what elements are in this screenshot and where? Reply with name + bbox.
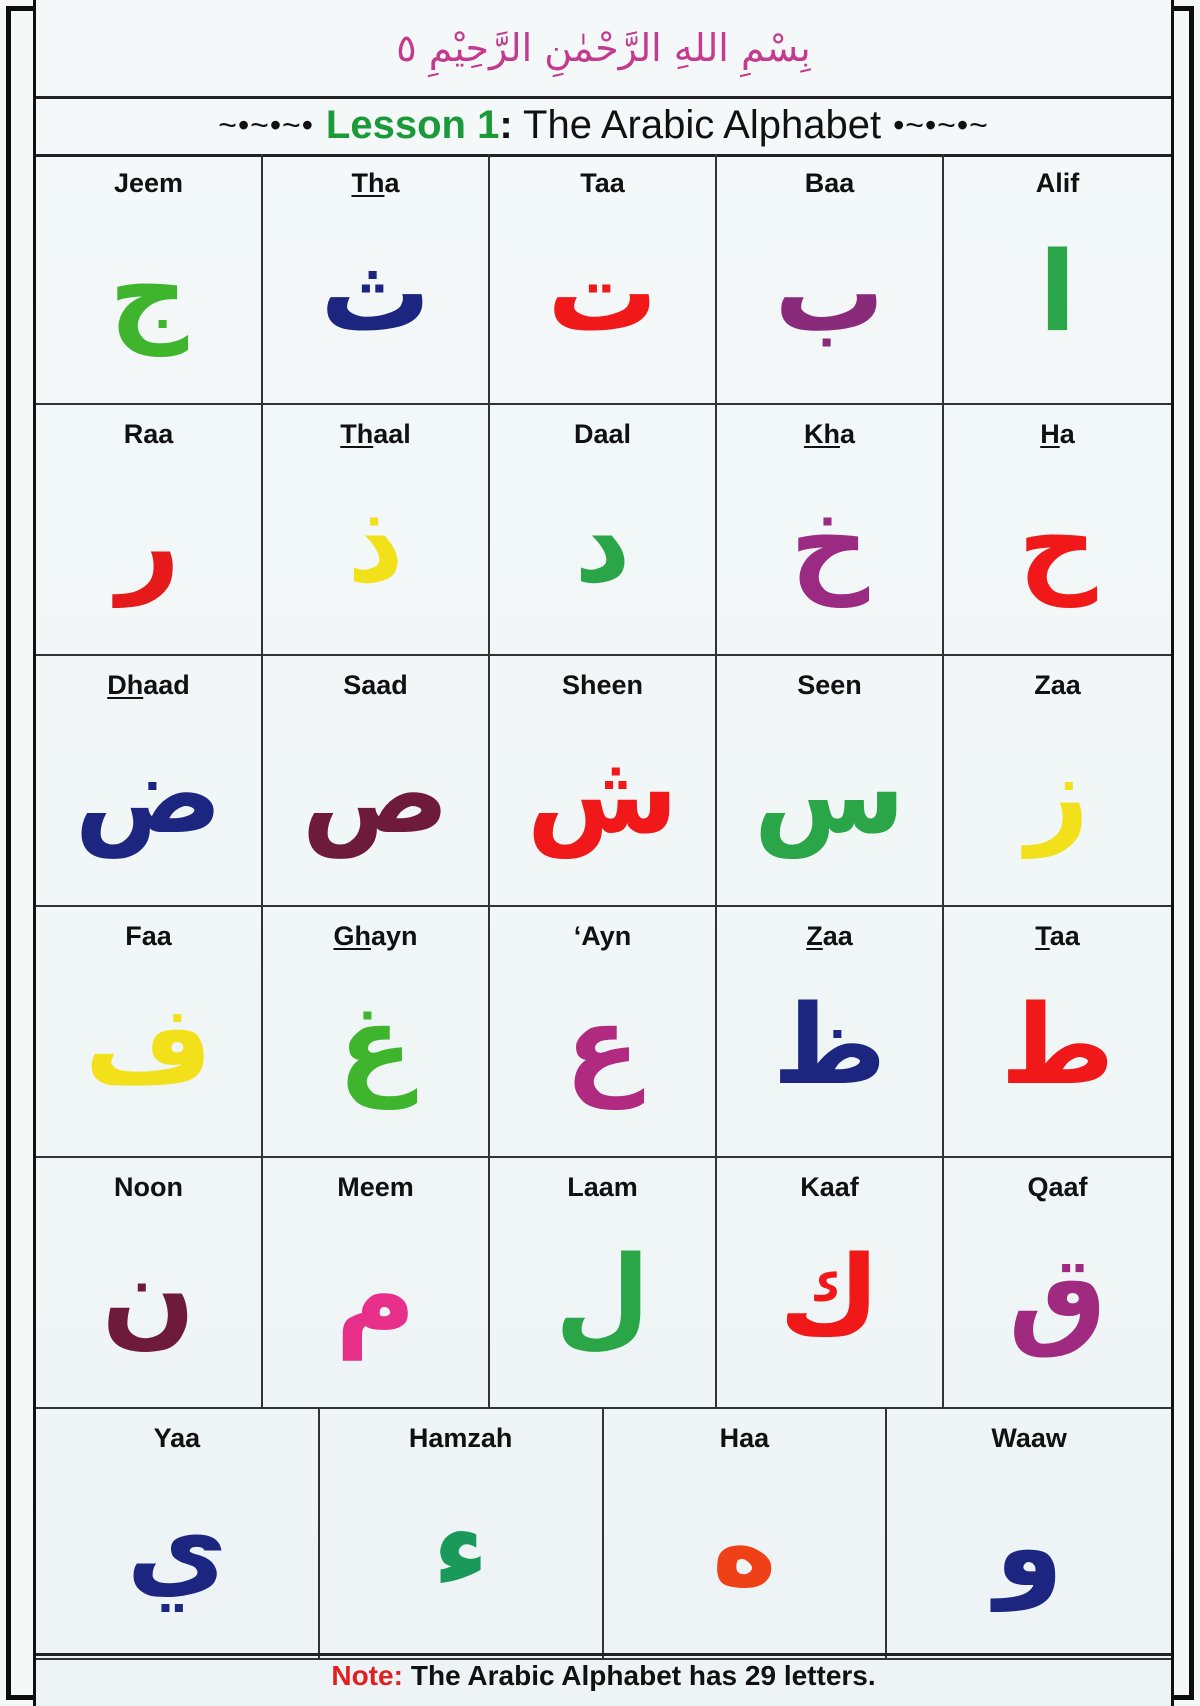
ornament-left: ~•~•~•: [218, 106, 314, 143]
arabic-letter: ع: [564, 981, 641, 1109]
letter-name: Taa: [580, 168, 625, 198]
letter-name-underlined: Th: [340, 419, 374, 449]
letter-cell: [604, 1409, 888, 1658]
letter-name: [1040, 419, 1075, 450]
arabic-letter: ل: [554, 1232, 651, 1360]
letter-name: Raa: [123, 419, 174, 449]
letter-name-underlined: Kh: [803, 419, 840, 449]
letter-name-underlined: T: [1035, 921, 1050, 951]
alphabet-row: [36, 1158, 1171, 1409]
letter-name: [351, 168, 399, 199]
letter-cell: [887, 1409, 1171, 1658]
arabic-letter: د: [574, 479, 631, 607]
arabic-letter: ش: [526, 730, 679, 858]
alphabet-row: [36, 907, 1171, 1158]
arabic-letter: ظ: [772, 981, 887, 1109]
lesson-number: Lesson 1: [325, 102, 500, 147]
letter-name: Seen: [797, 670, 862, 700]
alphabet-row: [36, 656, 1171, 907]
letter-name: [804, 419, 855, 450]
letter-name: [1035, 921, 1080, 952]
letter-cell: [944, 154, 1171, 403]
letter-cell: [263, 405, 490, 654]
letter-cell: [944, 907, 1171, 1156]
arabic-letter: ج: [108, 228, 189, 356]
arabic-letter: ق: [1008, 1232, 1107, 1360]
letter-name-underlined: Z: [806, 921, 823, 951]
letter-cell: [490, 656, 717, 905]
letter-name: Saad: [343, 670, 408, 700]
arabic-letter: م: [335, 1232, 416, 1360]
letter-cell: [490, 405, 717, 654]
letter-name: Alif: [1035, 168, 1080, 198]
footer-note: [36, 1653, 1171, 1696]
letter-name-rest: a: [839, 419, 856, 449]
letter-cell: [263, 656, 490, 905]
letter-name-rest: a: [384, 168, 400, 198]
arabic-letter: ث: [320, 228, 431, 356]
arabic-letter: ف: [84, 981, 213, 1109]
letter-cell: [36, 405, 263, 654]
arabic-letter: ا: [1038, 228, 1077, 356]
letter-name: Laam: [567, 1172, 638, 1202]
letter-cell: [490, 1158, 717, 1407]
arabic-letter: ء: [432, 1483, 489, 1611]
lesson-title: [36, 96, 1171, 157]
letter-name: [107, 670, 190, 701]
alphabet-row: [36, 405, 1171, 656]
arabic-letter: ر: [116, 479, 181, 607]
letter-name: Kaaf: [800, 1172, 859, 1202]
note-label: Note:: [331, 1660, 403, 1691]
arabic-letter: ذ: [347, 479, 404, 607]
letter-name-rest: aa: [1049, 921, 1080, 951]
letter-name: Yaa: [153, 1423, 201, 1453]
arabic-letter: ك: [779, 1232, 880, 1360]
letter-name: Baa: [804, 168, 855, 198]
alphabet-row: [36, 1409, 1171, 1660]
letter-name-underlined: Gh: [333, 921, 371, 951]
letter-cell: [36, 1409, 320, 1658]
letter-name-underlined: Th: [351, 168, 385, 198]
arabic-letter: ص: [301, 730, 450, 858]
letter-cell: [944, 656, 1171, 905]
arabic-letter: ط: [1000, 981, 1115, 1109]
letter-cell: [944, 1158, 1171, 1407]
letter-cell: [717, 405, 944, 654]
letter-name-rest: a: [1059, 419, 1075, 449]
letter-name: Sheen: [561, 670, 644, 700]
letter-name: Hamzah: [408, 1423, 513, 1453]
letter-cell: [320, 1409, 604, 1658]
letter-name: Daal: [573, 419, 632, 449]
title-text: The Arabic Alphabet: [512, 102, 882, 147]
arabic-letter: ض: [74, 730, 223, 858]
letter-cell: [717, 1158, 944, 1407]
letter-cell: [36, 656, 263, 905]
arabic-letter: ح: [1017, 479, 1098, 607]
letter-name-rest: aa: [822, 921, 853, 951]
letter-cell: [490, 154, 717, 403]
letter-cell: [263, 907, 490, 1156]
letter-name: Haa: [719, 1423, 770, 1453]
letter-name-underlined: H: [1040, 419, 1060, 449]
arabic-letter: ه: [711, 1483, 777, 1611]
alphabet-row: [36, 154, 1171, 405]
arabic-letter: س: [753, 730, 906, 858]
lesson-sheet: [33, 0, 1174, 1706]
note-text: The Arabic Alphabet has 29 letters.: [410, 1660, 876, 1691]
letter-name: Noon: [114, 1172, 183, 1202]
ornament-right: •~•~•~: [893, 106, 989, 143]
letter-name: [340, 419, 411, 450]
letter-name: [806, 921, 853, 952]
letter-name-rest: ayn: [370, 921, 418, 951]
letter-cell: [36, 1158, 263, 1407]
letter-cell: [490, 907, 717, 1156]
arabic-letter: ي: [126, 1483, 228, 1611]
letter-name-rest: aal: [373, 419, 411, 449]
letter-cell: [263, 154, 490, 403]
letter-name: Meem: [337, 1172, 414, 1202]
arabic-letter: ت: [547, 228, 658, 356]
letter-name: Faa: [125, 921, 172, 951]
alphabet-grid: [36, 154, 1171, 1660]
arabic-letter: ز: [1025, 730, 1090, 858]
letter-cell: [944, 405, 1171, 654]
letter-cell: [717, 656, 944, 905]
arabic-letter: غ: [337, 981, 414, 1109]
letter-name: ‘Ayn: [573, 921, 632, 951]
letter-name-underlined: Dh: [107, 670, 144, 700]
letter-name: Jeem: [113, 168, 184, 198]
letter-cell: [263, 1158, 490, 1407]
basmala-header: بِسْمِ اللهِ الرَّحْمٰنِ الرَّحِيْمِ ٥: [36, 0, 1171, 99]
title-colon: :: [499, 102, 513, 147]
letter-cell: [717, 907, 944, 1156]
letter-name: Zaa: [1034, 670, 1081, 700]
arabic-letter: و: [994, 1483, 1064, 1611]
letter-name: Qaaf: [1027, 1172, 1088, 1202]
letter-name: Waaw: [991, 1423, 1067, 1453]
letter-name-rest: aad: [143, 670, 190, 700]
arabic-letter: ب: [774, 228, 885, 356]
letter-cell: [36, 907, 263, 1156]
arabic-letter: ن: [101, 1232, 196, 1360]
letter-cell: [717, 154, 944, 403]
letter-cell: [36, 154, 263, 403]
letter-name: [333, 921, 417, 952]
arabic-letter: خ: [789, 479, 870, 607]
